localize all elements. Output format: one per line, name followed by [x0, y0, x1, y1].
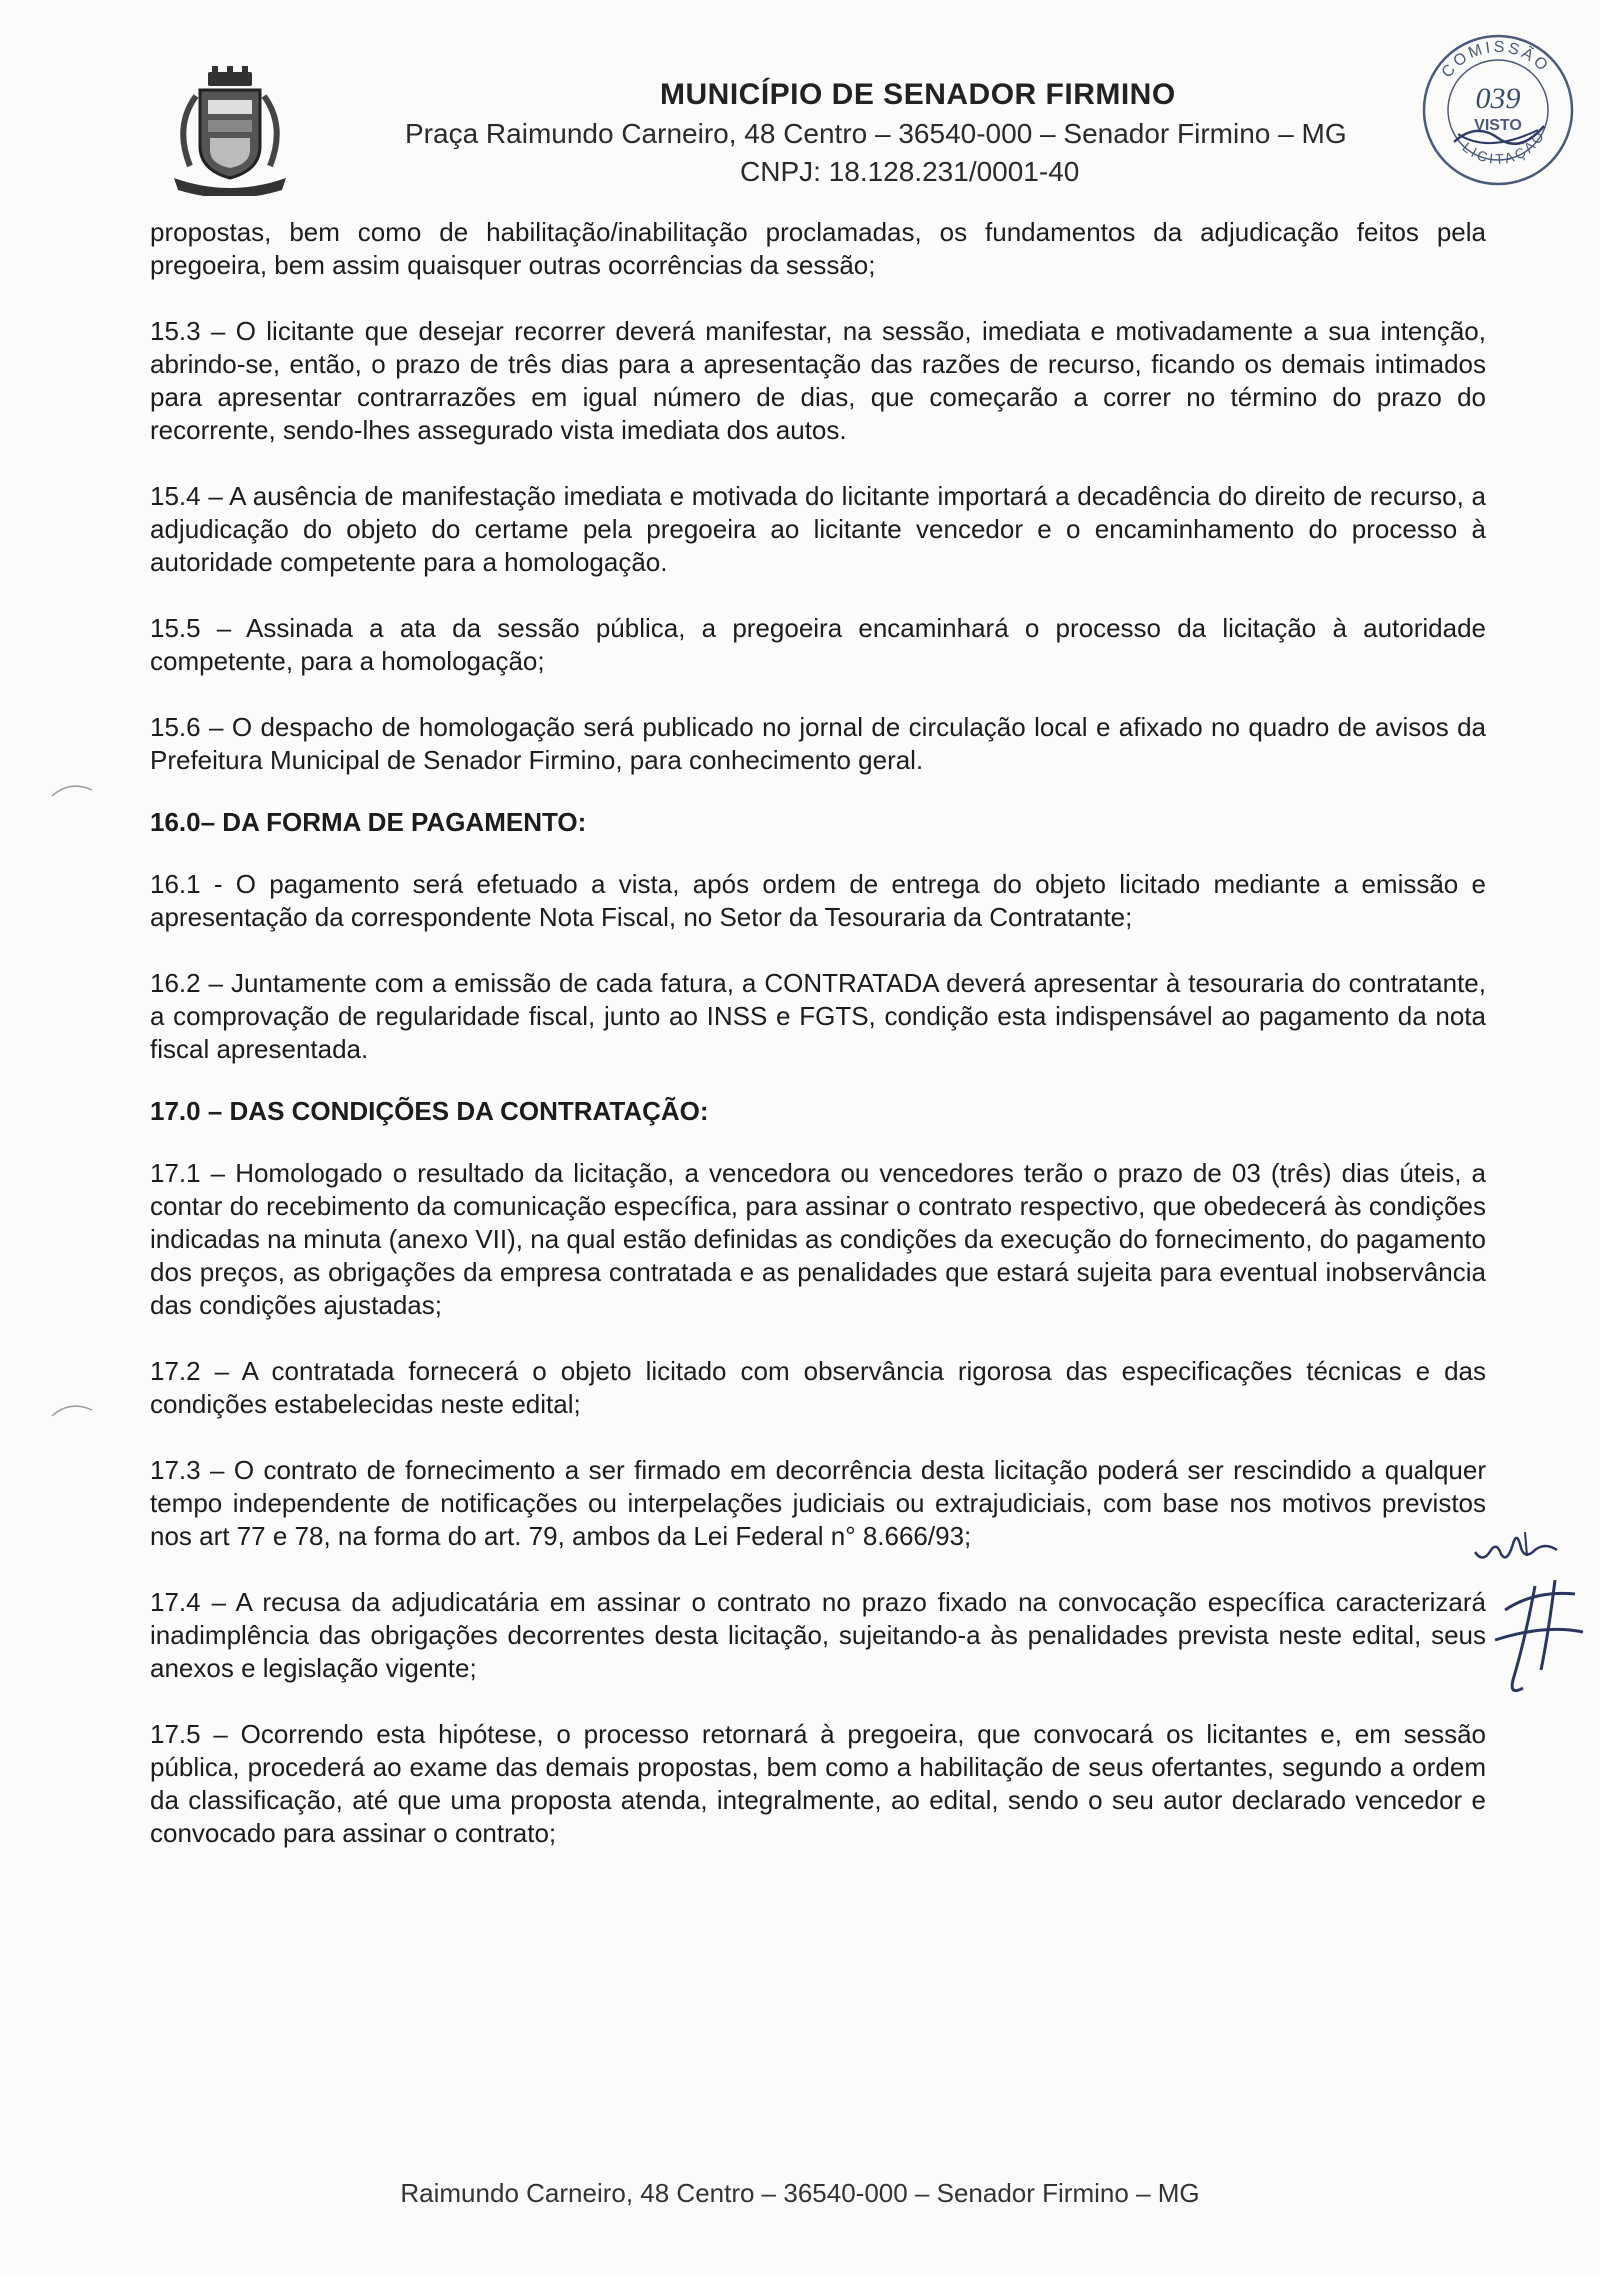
- footer-address: Raimundo Carneiro, 48 Centro – 36540-000 – Senador Firmino – MG: [400, 2178, 1200, 2208]
- municipality-title: MUNICÍPIO DE SENADOR FIRMINO: [660, 78, 1176, 111]
- paragraph-15-6: 15.6 – O despacho de homologação será publicado no jornal de circulação local e afixado no quadro de avisos da Prefeitura Municipal de Senador Firmino, para conhecimento geral.: [150, 712, 1486, 775]
- paragraph-17-2: 17.2 – A contratada fornecerá o objeto licitado com observância rigorosa das especificações técnicas e das condições estabelecidas neste edital;: [150, 1356, 1486, 1419]
- header-cnpj: CNPJ: 18.128.231/0001-40: [740, 156, 1080, 187]
- paragraph-17-1: 17.1 – Homologado o resultado da licitação, a vencedora ou vencedores terão o prazo de 03 (três) dias úteis, a contar do recebimento da comunicação específica, para assinar o contrato respectivo, que obedecerá às condições indicadas na minuta (anexo VII), na qual estão definidas as condições da execução do fornecimento, do pagamento dos preços, as obrigações da empresa contratada e as penalidades que estará sujeita para eventual inobservância das condições ajustadas;: [150, 1158, 1486, 1320]
- stamp-middle-text: VISTO: [1474, 117, 1522, 134]
- paragraph-15-4: 15.4 – A ausência de manifestação imediata e motivada do licitante importará a decadência do direito de recurso, a adjudicação do objeto do certame pela pregoeira ao licitante vencedor e o encaminhamento do processo à autoridade competente para a homologação.: [150, 481, 1486, 577]
- section-heading-17: 17.0 – DAS CONDIÇÕES DA CONTRATAÇÃO:: [150, 1096, 709, 1126]
- paragraph-17-3: 17.3 – O contrato de fornecimento a ser firmado em decorrência desta licitação poderá ser rescindido a qualquer tempo independente de notificações ou interpelações judiciais ou extrajudiciais, com base nos motivos previstos nos art 77 e 78, na forma do art. 79, ambos da Lei Federal n° 8.666/93;: [150, 1455, 1486, 1551]
- letterhead: [150, 38, 1570, 200]
- paragraph-16-1: 16.1 - O pagamento será efetuado a vista, após ordem de entrega do objeto licitado mediante a emissão e apresentação da correspondente Nota Fiscal, no Setor da Tesouraria da Contratante;: [150, 869, 1486, 932]
- paragraph-17-4: 17.4 – A recusa da adjudicatária em assinar o contrato no prazo fixado na convocação específica caracterizará inadimplência das obrigações decorrentes desta licitação, sujeitando-a às penalidades prevista neste edital, seus anexos e legislação vigente;: [150, 1587, 1486, 1683]
- paragraph-15-2-continuation: propostas, bem como de habilitação/inabilitação proclamadas, os fundamentos da adjudicação feitos pela pregoeira, bem assim quaisquer outras ocorrências da sessão;: [150, 217, 1486, 280]
- document-body: [150, 216, 1486, 1883]
- stamp-number: 039: [1475, 82, 1521, 115]
- coat-of-arms-icon: [160, 66, 300, 196]
- margin-mark-icon: [50, 780, 95, 800]
- commission-stamp-icon: [1418, 30, 1578, 190]
- header-address: Praça Raimundo Carneiro, 48 Centro – 36540-000 – Senador Firmino – MG: [405, 118, 1347, 149]
- section-heading-16: 16.0– DA FORMA DE PAGAMENTO:: [150, 807, 587, 837]
- margin-mark-icon: [50, 1400, 95, 1420]
- stamp-top-text: COMISSÃO: [1438, 38, 1553, 82]
- stamp-bottom-text: LICITAÇÃO: [1459, 126, 1549, 167]
- paragraph-17-5: 17.5 – Ocorrendo esta hipótese, o processo retornará à pregoeira, que convocará os licitantes e, em sessão pública, procederá ao exame das demais propostas, bem como a habilitação de seus ofertantes, segundo a ordem da classificação, até que uma proposta atenda, integralmente, ao edital, sendo o seu autor declarado vencedor e convocado para assinar o contrato;: [150, 1719, 1486, 1848]
- paragraph-15-3: 15.3 – O licitante que desejar recorrer deverá manifestar, na sessão, imediata e motivadamente a sua intenção, abrindo-se, então, o prazo de três dias para a apresentação das razões de recurso, ficando os demais intimados para apresentar contrarrazões em igual número de dias, que começarão a correr no término do prazo do recorrente, sendo-lhes assegurado vista imediata dos autos.: [150, 316, 1486, 445]
- paragraph-15-5: 15.5 – Assinada a ata da sessão pública, a pregoeira encaminhará o processo da licitação à autoridade competente, para a homologação;: [150, 613, 1486, 676]
- paragraph-16-2: 16.2 – Juntamente com a emissão de cada fatura, a CONTRATADA deverá apresentar à tesouraria do contratante, a comprovação de regularidade fiscal, junto ao INSS e FGTS, condição esta indispensável ao pagamento da nota fiscal apresentada.: [150, 968, 1486, 1064]
- handwritten-signature-icon: [1465, 1520, 1595, 1720]
